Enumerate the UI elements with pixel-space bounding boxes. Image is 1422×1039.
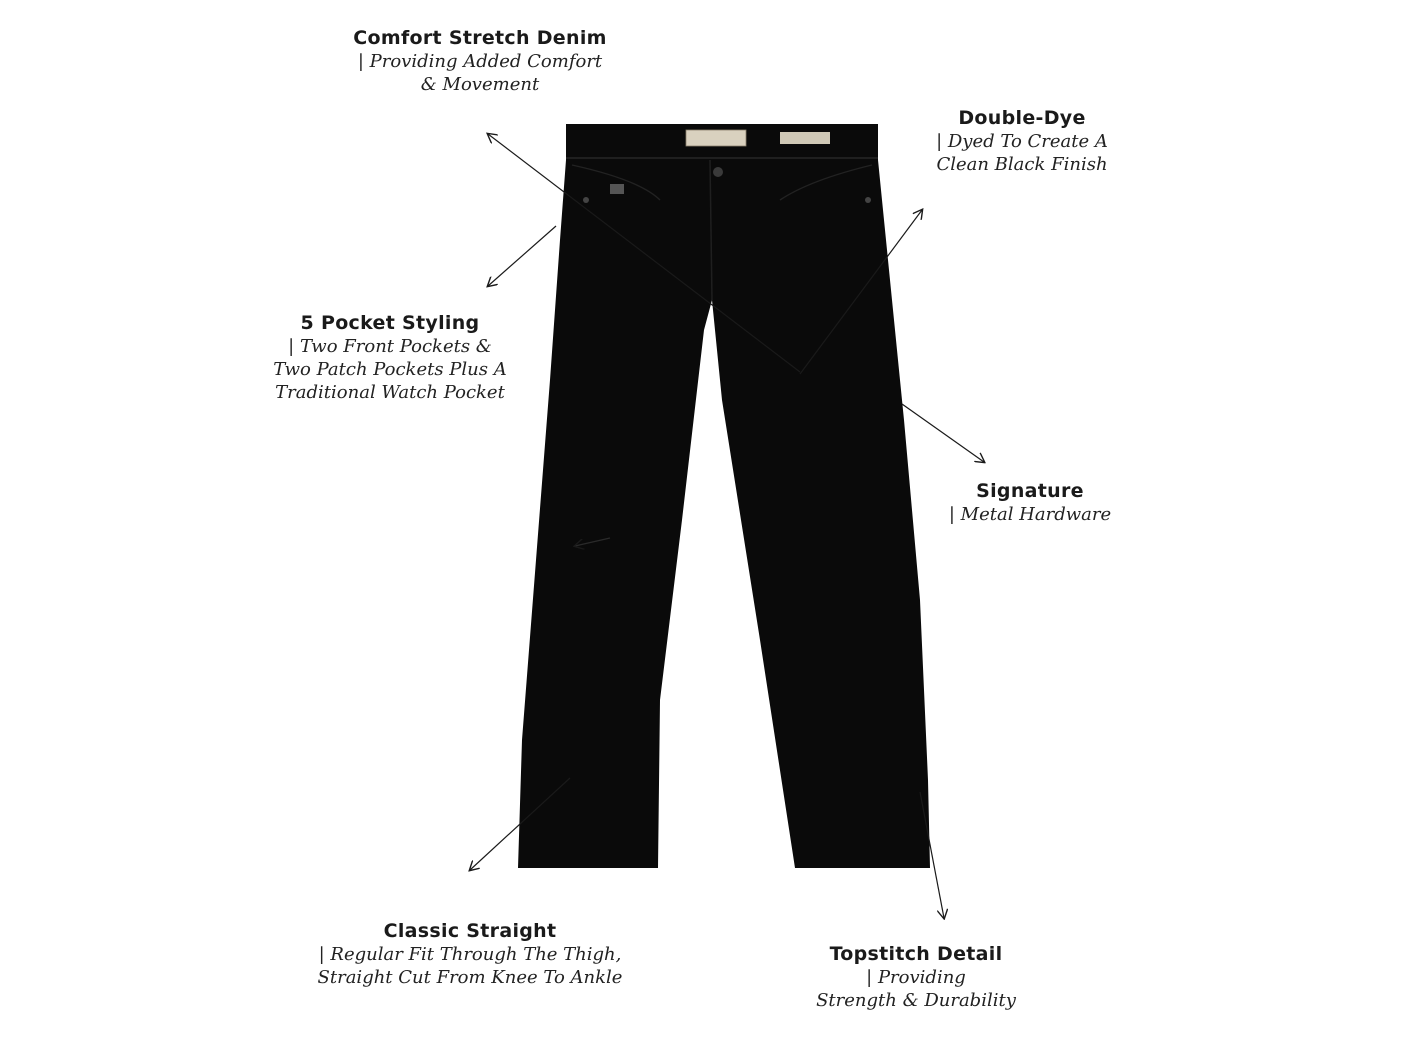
arrow-signature <box>902 404 984 462</box>
feature-classic-desc <box>300 943 640 989</box>
feature-pocket-line-3: Traditional Watch Pocket <box>275 382 505 403</box>
jeans-body <box>518 124 930 868</box>
feature-comfort <box>330 26 630 96</box>
feature-topstitch-line-1: | Providing <box>866 967 966 988</box>
waist-button <box>713 167 723 177</box>
feature-classic-title: Classic Straight <box>383 920 557 942</box>
size-label <box>780 132 830 144</box>
feature-double-dye-line-1: | Dyed To Create A <box>936 131 1108 152</box>
feature-double-dye-desc <box>902 130 1142 176</box>
feature-pocket-line-1: | Two Front Pockets & <box>288 336 492 357</box>
feature-classic-line-2: Straight Cut From Knee To Ankle <box>317 967 623 988</box>
rivet-left <box>583 197 589 203</box>
feature-pocket-desc <box>260 335 520 404</box>
feature-pocket-title: 5 Pocket Styling <box>300 312 480 334</box>
feature-signature-line-1: | Metal Hardware <box>948 504 1112 525</box>
feature-comfort-desc <box>330 50 630 96</box>
feature-pocket-line-2: Two Patch Pockets Plus A <box>273 359 507 380</box>
feature-signature-title: Signature <box>976 480 1084 502</box>
feature-classic <box>300 919 640 989</box>
feature-comfort-title: Comfort Stretch Denim <box>353 27 607 49</box>
feature-topstitch <box>796 942 1036 1012</box>
feature-comfort-line-2: & Movement <box>420 74 540 95</box>
feature-double-dye <box>902 106 1142 176</box>
rivet-right <box>865 197 871 203</box>
leather-label <box>686 130 746 146</box>
feature-topstitch-desc <box>796 966 1036 1012</box>
feature-topstitch-line-2: Strength & Durability <box>816 990 1016 1011</box>
arrow-pocket <box>488 226 556 286</box>
feature-double-dye-title: Double-Dye <box>958 107 1086 129</box>
feature-pocket <box>260 311 520 404</box>
feature-topstitch-title: Topstitch Detail <box>829 943 1003 965</box>
feature-signature <box>930 479 1130 526</box>
coin-pocket-badge <box>610 184 624 194</box>
feature-signature-desc <box>930 503 1130 526</box>
feature-comfort-line-1: | Providing Added Comfort <box>357 51 603 72</box>
feature-classic-line-1: | Regular Fit Through The Thigh, <box>318 944 622 965</box>
feature-double-dye-line-2: Clean Black Finish <box>936 154 1108 175</box>
